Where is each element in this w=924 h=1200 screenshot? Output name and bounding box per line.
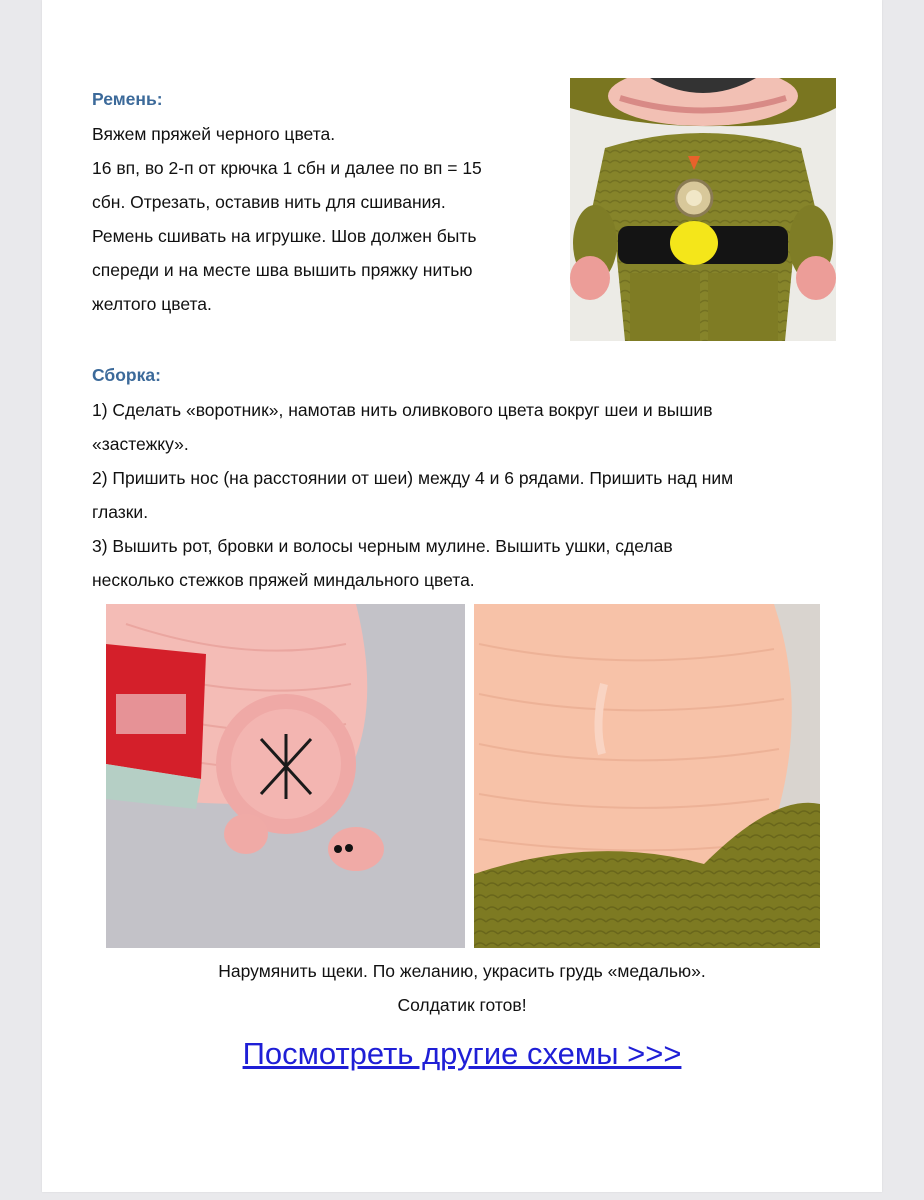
assembly-line: 1) Сделать «воротник», намотав нить оливкового цвета вокруг шеи и вышив (92, 400, 713, 420)
caption-line-1: Нарумянить щеки. По желанию, украсить грудь «медалью». (218, 961, 706, 981)
belt-line: сбн. Отрезать, оставив нить для сшивания. (92, 192, 446, 212)
assembly-line: глазки. (92, 502, 149, 522)
document-page (42, 0, 882, 1192)
assembly-line: «застежку». (92, 434, 189, 454)
assembly-line: несколько стежков пряжей миндального цвета. (92, 570, 475, 590)
belt-heading: Ремень: (92, 89, 163, 109)
belt-line: желтого цвета. (92, 294, 212, 314)
more-schemes-link[interactable]: Посмотреть другие схемы >>> (242, 1036, 682, 1071)
soldier-belt-photo (570, 78, 836, 341)
assembly-heading: Сборка: (92, 365, 161, 385)
peach-body-photo (474, 604, 820, 948)
belt-text (92, 117, 572, 321)
caption-line-2: Солдатик готов! (397, 995, 527, 1015)
belt-line: 16 вп, во 2-п от крючка 1 сбн и далее по вп = 15 (92, 158, 482, 178)
yarn-head-photo (106, 604, 465, 948)
belt-line: спереди и на месте шва вышить пряжку нитью (92, 260, 473, 280)
belt-line: Ремень сшивать на игрушке. Шов должен быть (92, 226, 477, 246)
assembly-line: 3) Вышить рот, бровки и волосы черным мулине. Вышить ушки, сделав (92, 536, 673, 556)
belt-line: Вяжем пряжей черного цвета. (92, 124, 336, 144)
assembly-line: 2) Пришить нос (на расстоянии от шеи) между 4 и 6 рядами. Пришить над ним (92, 468, 734, 488)
assembly-text (92, 393, 842, 597)
